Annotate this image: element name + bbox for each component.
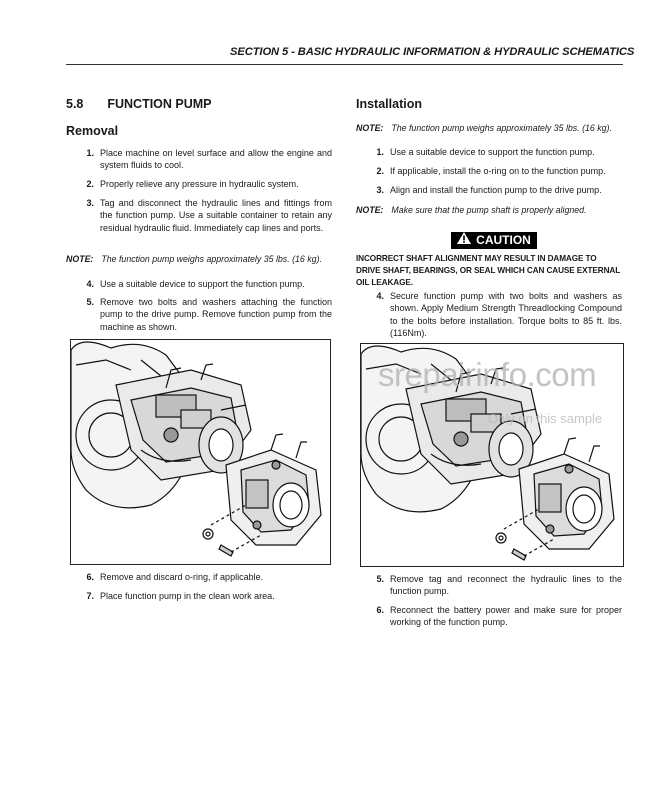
step-text: Remove tag and reconnect the hydraulic lines to the function pump. (390, 574, 622, 597)
list-item (370, 604, 622, 629)
step-number: 6. (86, 572, 94, 582)
list-item (80, 590, 332, 603)
list-item (370, 290, 622, 340)
note-label: NOTE: (66, 254, 94, 264)
caution-banner (451, 232, 537, 249)
section-number: 5.8 (66, 97, 84, 111)
note-text: Make sure that the pump shaft is properly aligned. (391, 205, 587, 215)
caution-text: INCORRECT SHAFT ALIGNMENT MAY RESULT IN DAMAGE TO DRIVE SHAFT, BEARINGS, OR SEAL WHICH CAN CAUSE EXTERNAL OIL LEAKAGE. (356, 254, 620, 287)
warning-icon (457, 232, 471, 249)
step-number: 3. (376, 185, 384, 195)
header-rule (66, 64, 623, 65)
list-item (80, 178, 332, 191)
pump-illustration (71, 340, 330, 564)
step-number: 2. (376, 166, 384, 176)
step-text: Tag and disconnect the hydraulic lines and fittings from the function pump. Use a suitable container to retain any residual hydraulic fluid. Immediately cap lines and ports. (100, 198, 332, 233)
watermark-site: srepairinfo.com (378, 356, 597, 393)
list-item (80, 197, 332, 247)
list-item (370, 184, 622, 197)
step-number: 5. (86, 297, 94, 307)
caution-label: CAUTION (476, 233, 531, 247)
note-text: The function pump weighs approximately 35 lbs. (16 kg). (391, 123, 612, 133)
section-header: SECTION 5 - BASIC HYDRAULIC INFORMATION & HYDRAULIC SCHEMATICS (230, 46, 635, 58)
step-text: Remove two bolts and washers attaching the function pump to the drive pump. Remove function pump from the machine as shown. (100, 297, 332, 332)
note (356, 122, 612, 134)
list-item (370, 165, 622, 178)
list-item (370, 146, 622, 159)
list-item (80, 571, 332, 584)
note (356, 204, 586, 216)
step-number: 1. (376, 147, 384, 157)
note-text: The function pump weighs approximately 35 lbs. (16 kg). (101, 254, 322, 264)
removal-figure (70, 339, 331, 565)
step-number: 1. (86, 148, 94, 158)
step-number: 6. (376, 605, 384, 615)
note-label: NOTE: (356, 123, 384, 133)
step-number: 7. (86, 591, 94, 601)
step-number: 4. (86, 279, 94, 289)
list-item (80, 147, 332, 172)
list-item (80, 278, 332, 291)
step-text: Place machine on level surface and allow the engine and system fluids to cool. (100, 148, 332, 171)
step-text: Reconnect the battery power and make sure for proper working of the function pump. (390, 605, 622, 628)
section-name: FUNCTION PUMP (107, 97, 212, 111)
section-heading (66, 97, 212, 111)
list-item (80, 296, 332, 334)
installation-heading: Installation (356, 97, 422, 111)
step-number: 3. (86, 198, 94, 208)
step-text: Secure function pump with two bolts and washers as shown. Apply Medium Strength Threadlocking Compound to the bolts before installation. Torque bolts to 85 ft. lbs. (116Nm). (390, 291, 622, 338)
step-text: Place function pump in the clean work area. (100, 591, 275, 601)
watermark-sample: Only on this sample (488, 411, 603, 426)
removal-heading: Removal (66, 124, 119, 138)
note (66, 253, 322, 265)
step-number: 4. (376, 291, 384, 301)
step-text: Align and install the function pump to the drive pump. (390, 185, 602, 195)
step-text: Use a suitable device to support the function pump. (390, 147, 595, 157)
step-number: 2. (86, 179, 94, 189)
step-number: 5. (376, 574, 384, 584)
note-label: NOTE: (356, 205, 384, 215)
list-item (370, 573, 622, 598)
step-text: Remove and discard o-ring, if applicable. (100, 572, 264, 582)
step-text: Properly relieve any pressure in hydraulic system. (100, 179, 299, 189)
step-text: If applicable, install the o-ring on to the function pump. (390, 166, 606, 176)
step-text: Use a suitable device to support the function pump. (100, 279, 305, 289)
